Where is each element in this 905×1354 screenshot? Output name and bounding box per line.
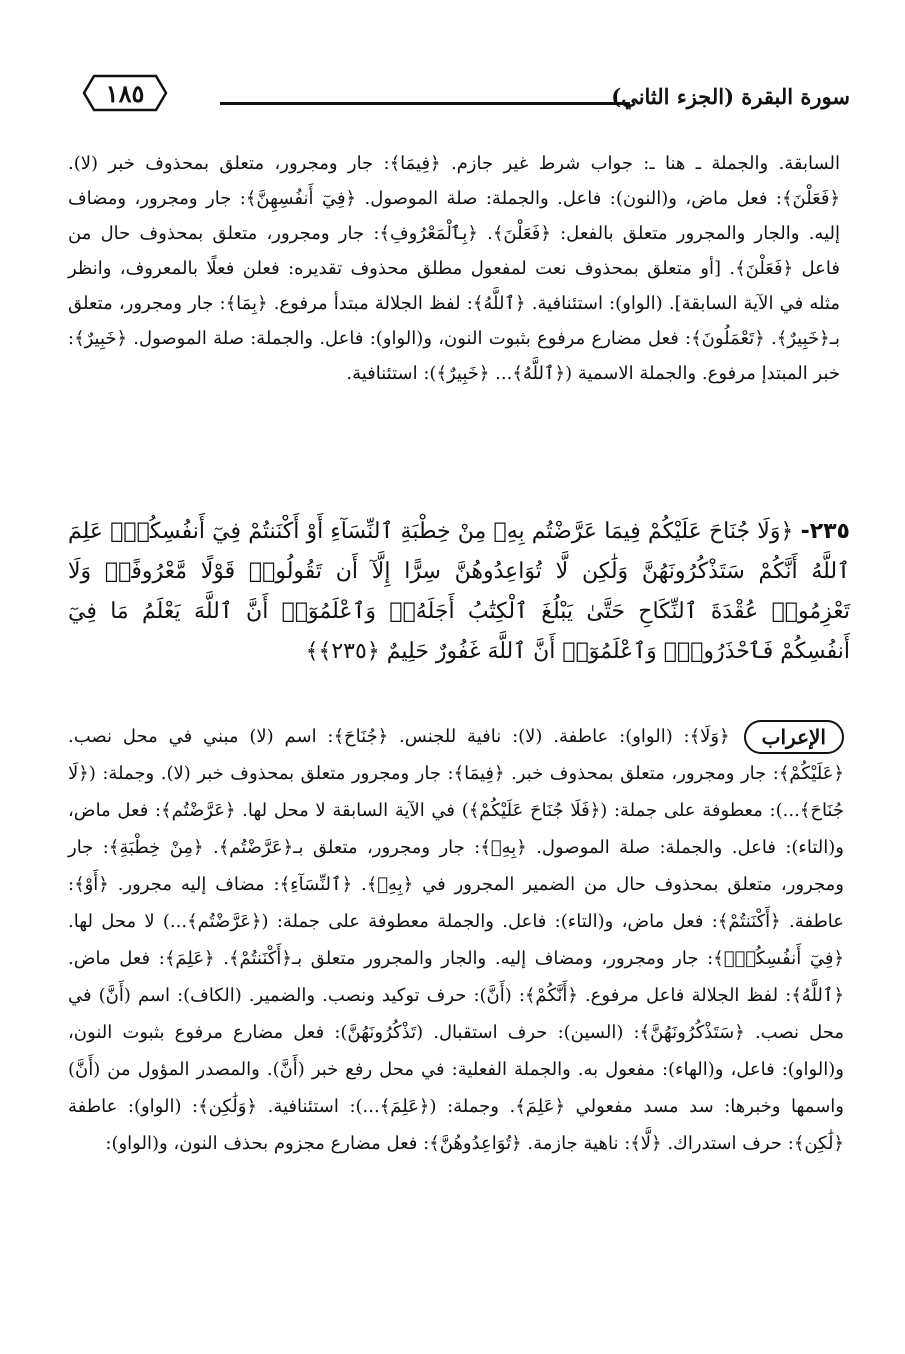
- commentary-paragraph: السابقة. والجملة ـ هنا ـ: جواب شرط غير جازم. ﴿فِيمَا﴾: جار ومجرور، متعلق بمحذوف خبر (لا). ﴿فَعَلْنَ﴾: فعل ماض، و(النون): فاعل. والجملة: صلة الموصول. ﴿فِيٓ أَنفُسِهِنَّ﴾: جار ومجرور، ومضاف إليه. والجار والمجرور متعلق بالفعل: ﴿فَعَلْنَ﴾. ﴿بِٱلْمَعْرُوفِ﴾: جار ومجرور، متعلق بمحذوف حال من فاعل ﴿فَعَلْنَ﴾. [أو متعلق بمحذوف نعت لمفعول مطلق محذوف تقديره: فعلن فعلًا بالمعروف، وانظر مثله في الآية السابقة]. (الواو): استئنافية. ﴿ٱللَّهُ﴾: لفظ الجلالة مبتدأ مرفوع. ﴿بِمَا﴾: جار ومجرور، متعلق بـ﴿خَبِيرٌ﴾. ﴿تَعْمَلُونَ﴾: فعل مضارع مرفوع بثبوت النون، و(الواو): فاعل. والجملة: صلة الموصول. ﴿خَبِيرٌ﴾: خبر المبتدإ مرفوع. والجملة الاسمية (﴿ٱللَّهُ﴾... ﴿خَبِيرٌ﴾): استئنافية.: [68, 153, 840, 384]
- quran-verse: [68, 512, 850, 672]
- verse-number: ٢٣٥-: [800, 519, 850, 544]
- irab-text: ﴿وَلَا﴾: (الواو): عاطفة. (لا): نافية للجنس. ﴿جُنَاحَ﴾: اسم (لا) مبني في محل نصب. ﴿عَلَيْكُمْ﴾: جار ومجرور، متعلق بمحذوف خبر. ﴿فِيمَا﴾: جار ومجرور متعلق بمحذوف خبر (لا). وجملة: (﴿لَا جُنَاحَ﴾...): معطوفة على جملة: (﴿فَلَا جُنَاحَ عَلَيْكُمْ﴾) في الآية السابقة لا محل لها. ﴿عَرَّضْتُم﴾: فعل ماض، و(التاء): فاعل. والجملة: صلة الموصول. ﴿بِهِۦ﴾: جار ومجرور، متعلق بـ﴿عَرَّضْتُم﴾. ﴿مِنْ خِطْبَةِ﴾: جار ومجرور، متعلق بمحذوف حال من الضمير المجرور في ﴿بِهِۦ﴾. ﴿ٱلنِّسَآءِ﴾: مضاف إليه مجرور. ﴿أَوْ﴾: عاطفة. ﴿أَكْنَنتُمْ﴾: فعل ماض، و(التاء): فاعل. والجملة معطوفة على جملة: (﴿عَرَّضْتُم﴾...) لا محل لها. ﴿فِيٓ أَنفُسِكُمْۚ﴾: جار ومجرور، ومضاف إليه. والجار والمجرور متعلق بـ﴿أَكْنَنتُمْ﴾. ﴿عَلِمَ﴾: فعل ماض. ﴿ٱللَّهُ﴾: لفظ الجلالة فاعل مرفوع. ﴿أَنَّكُمْ﴾: (أَنَّ): حرف توكيد ونصب. والضمير. (الكاف): اسم (أَنَّ) في محل نصب. ﴿سَتَذْكُرُونَهُنَّ﴾: (السين): حرف استقبال. (تَذْكُرُونَهُنَّ): فعل مضارع مرفوع بثبوت النون، و(الواو): فاعل، و(الهاء): مفعول به. والجملة الفعلية: في محل رفع خبر (أَنَّ). والمصدر المؤول من (أَنَّ) واسمها وخبرها: سد مسد مفعولي ﴿عَلِمَ﴾. وجملة: (﴿عَلِمَ﴾...): استئنافية. ﴿وَلَٰكِن﴾: (الواو): عاطفة ﴿لَٰكِن﴾: حرف استدراك. ﴿لَّا﴾: ناهية جازمة. ﴿تُوَاعِدُوهُنَّ﴾: فعل مضارع مجزوم بحذف النون، و(الواو):: [68, 726, 844, 1154]
- irab-section: [68, 718, 844, 1162]
- header-rule: [220, 102, 630, 105]
- page-number: ١٨٥: [105, 78, 145, 108]
- surah-title: سورة البقرة (الجزء الثاني): [611, 84, 850, 109]
- irab-label: الإعراب: [744, 720, 844, 754]
- page-number-badge: [80, 72, 170, 114]
- verse-text: ﴿وَلَا جُنَاحَ عَلَيْكُمْ فِيمَا عَرَّضْتُم بِهِۦ مِنْ خِطْبَةِ ٱلنِّسَآءِ أَوْ أَكْنَنتُمْ فِيٓ أَنفُسِكُمْۚ عَلِمَ ٱللَّهُ أَنَّكُمْ سَتَذْكُرُونَهُنَّ وَلَٰكِن لَّا تُوَاعِدُوهُنَّ سِرًّا إِلَّآ أَن تَقُولُوا۟ قَوْلًا مَّعْرُوفًاۚ وَلَا تَعْزِمُوا۟ عُقْدَةَ ٱلنِّكَاحِ حَتَّىٰ يَبْلُغَ ٱلْكِتَٰبُ أَجَلَهُۥۚ وَٱعْلَمُوٓا۟ أَنَّ ٱللَّهَ يَعْلَمُ مَا فِيٓ أَنفُسِكُمْ فَٱحْذَرُوهُۚ وَٱعْلَمُوٓا۟ أَنَّ ٱللَّهَ غَفُورٌ حَلِيمٌ ﴿٢٣٥﴾﴾: [68, 519, 850, 664]
- page-header: [80, 72, 850, 132]
